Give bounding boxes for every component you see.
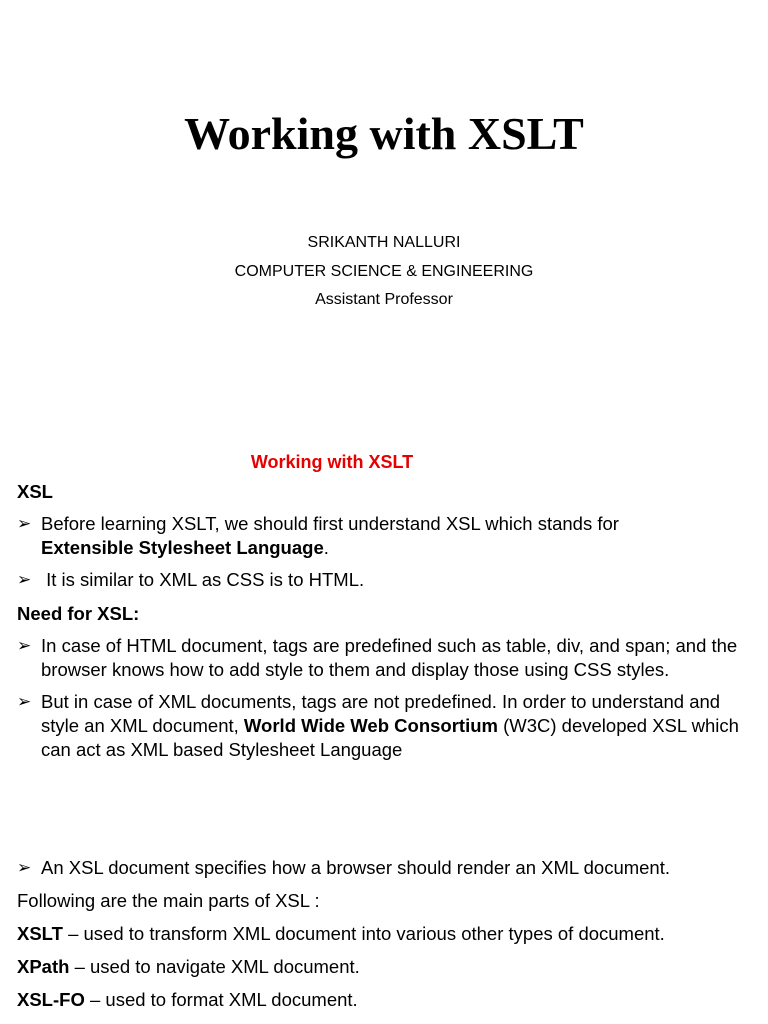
arrow-bullet-icon: ➢ bbox=[17, 514, 32, 533]
author-department: COMPUTER SCIENCE & ENGINEERING bbox=[234, 262, 534, 280]
arrow-bullet-icon: ➢ bbox=[17, 570, 32, 589]
part-term: XSLT bbox=[17, 923, 63, 944]
bullet-item bbox=[17, 856, 757, 880]
part-item bbox=[17, 922, 757, 946]
parts-intro: Following are the main parts of XSL : bbox=[17, 890, 320, 911]
part-description: – used to navigate XML document. bbox=[74, 956, 360, 977]
arrow-bullet-icon: ➢ bbox=[17, 858, 32, 877]
slide-content bbox=[17, 480, 757, 1021]
section-title: Working with XSLT bbox=[250, 452, 414, 472]
arrow-bullet-icon: ➢ bbox=[17, 636, 32, 655]
bullet-text-end: (W3C) developed XSL which can act as XML based Stylesheet Language bbox=[41, 715, 739, 760]
xsl-heading: XSL bbox=[17, 481, 53, 502]
bullet-bold-text: World Wide Web Consortium bbox=[243, 715, 498, 736]
part-term: XPath bbox=[17, 956, 70, 977]
author-designation: Assistant Professor bbox=[315, 291, 453, 308]
arrow-bullet-icon: ➢ bbox=[17, 692, 32, 711]
part-description: – used to format XML document. bbox=[89, 989, 358, 1010]
bullet-text: In case of HTML document, tags are predefined such as table, div, and span; and the browser knows how to add style to them and display those using CSS styles. bbox=[41, 635, 738, 680]
bullet-text: An XSL document specifies how a browser should render an XML document. bbox=[41, 857, 670, 878]
bullet-item bbox=[17, 634, 757, 682]
author-block bbox=[0, 229, 768, 315]
bullet-item bbox=[17, 512, 757, 560]
bullet-text: But in case of XML documents, tags are not predefined. In order to understand and style an XML document, bbox=[41, 691, 721, 736]
bullet-text-end: . bbox=[323, 537, 329, 558]
part-term: XSL-FO bbox=[17, 989, 85, 1010]
need-heading: Need for XSL: bbox=[17, 603, 140, 624]
bullet-item bbox=[17, 690, 757, 762]
author-name: SRIKANTH NALLURI bbox=[307, 234, 461, 251]
slide-title: Working with XSLT bbox=[184, 108, 584, 159]
bullet-bold-text: Extensible Stylesheet Language bbox=[41, 537, 324, 558]
bullet-text: Before learning XSLT, we should first understand XSL which stands for bbox=[41, 513, 619, 534]
part-item bbox=[17, 955, 757, 979]
bullet-item bbox=[17, 568, 757, 592]
bullet-text: It is similar to XML as CSS is to HTML. bbox=[41, 569, 365, 590]
part-item bbox=[17, 988, 757, 1012]
part-description: – used to transform XML document into various other types of document. bbox=[68, 923, 665, 944]
